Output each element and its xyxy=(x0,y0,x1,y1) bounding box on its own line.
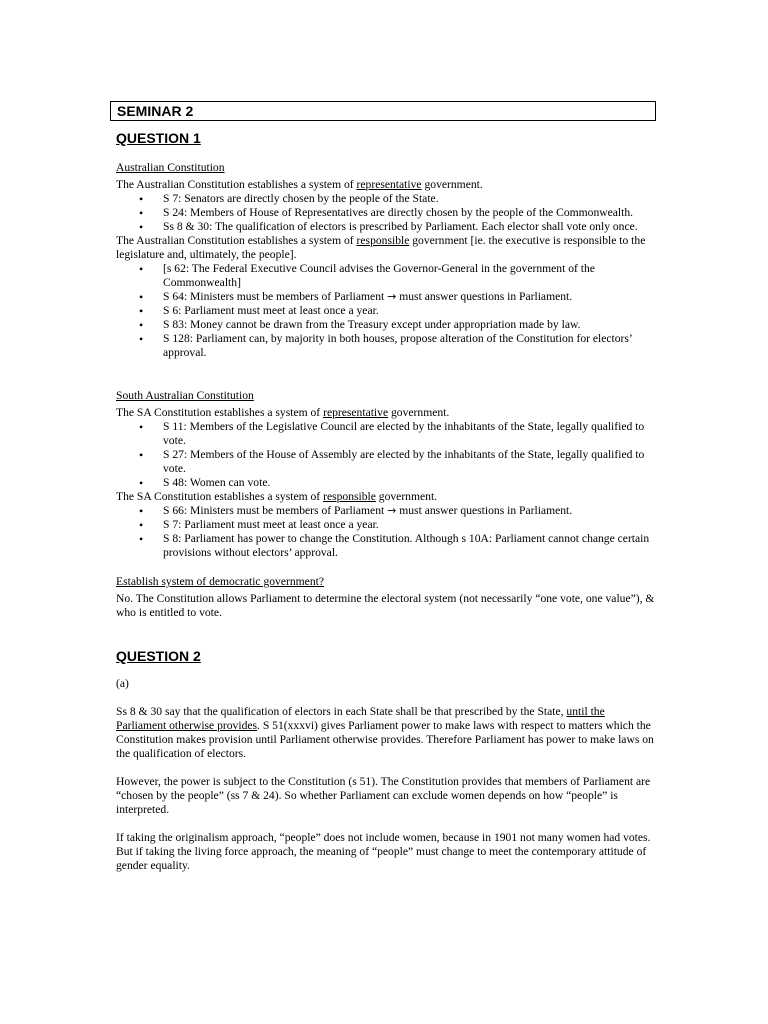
arrow-right-icon: → xyxy=(387,504,397,517)
list-item: • S 83: Money cannot be drawn from the Treasury except under appropriation made by law. xyxy=(116,318,656,332)
q2-paragraph-3: If taking the originalism approach, “people” does not include women, because in 1901 not many women had votes. But if taking the living force approach, the meaning of “people” must change to meet the contemporary attitude of gender equality. xyxy=(116,831,651,872)
list-item: • S 11: Members of the Legislative Council are elected by the inhabitants of the State, legally qualified to vote. xyxy=(116,420,656,448)
arrow-right-icon: → xyxy=(387,290,397,303)
aus-representative-list xyxy=(116,192,656,234)
sa-constitution-heading xyxy=(116,389,656,403)
aus-representative-paragraph xyxy=(116,178,656,192)
list-item-text: S 66: Ministers must be members of Parliament xyxy=(163,504,388,517)
list-item: • [s 62: The Federal Executive Council advises the Governor-General in the government of the Commonwealth] xyxy=(116,262,656,290)
democratic-heading xyxy=(116,575,656,589)
sa-resp-post: government. xyxy=(375,490,438,503)
sa-representative-paragraph xyxy=(116,406,656,420)
aus-resp-post: government [ie. the executive is responsible to the legislature and, ultimately, the people]. xyxy=(116,234,646,261)
list-item: • S 6: Parliament must meet at least once a year. xyxy=(116,304,656,318)
aus-constitution-heading xyxy=(116,161,656,175)
list-item: • S 7: Senators are directly chosen by the people of the State. xyxy=(116,192,656,206)
q2-p1-post: . S 51(xxxvi) gives Parliament power to make laws with respect to matters which the Constitution makes provision until Parliament otherwise provides. Therefore Parliament has power to make laws on the qualification of electors. xyxy=(116,719,654,760)
list-item-text: must answer questions in Parliament. xyxy=(396,290,573,303)
q2-p1-underlined: until the Parliament otherwise provides xyxy=(116,705,605,732)
seminar-title-box xyxy=(110,101,656,121)
democratic-heading-text: Establish system of democratic government? xyxy=(116,575,324,588)
q2-paragraph-2: However, the power is subject to the Constitution (s 51). The Constitution provides that members of Parliament are “chosen by the people” (ss 7 & 24). So whether Parliament can exclude women depends on how “people” is interpreted. xyxy=(116,775,651,816)
seminar-title: SEMINAR 2 xyxy=(117,103,194,119)
aus-rep-word: representative xyxy=(356,178,422,191)
list-item: • S 27: Members of the House of Assembly are elected by the inhabitants of the State, legally qualified to vote. xyxy=(116,448,656,476)
sa-representative-list xyxy=(116,420,656,490)
list-item: • Ss 8 & 30: The qualification of electors is prescribed by Parliament. Each elector shall vote only once. xyxy=(116,220,656,234)
part-a-label: (a) xyxy=(116,677,129,690)
sa-resp-pre: The SA Constitution establishes a system of xyxy=(116,490,324,503)
aus-resp-word: responsible xyxy=(356,234,410,247)
sa-constitution-heading-text: South Australian Constitution xyxy=(116,389,254,402)
question-2-heading: QUESTION 2 xyxy=(116,648,201,664)
aus-constitution-heading-text: Australian Constitution xyxy=(116,161,225,174)
aus-responsible-paragraph xyxy=(116,234,656,262)
list-item-text: must answer questions in Parliament. xyxy=(396,504,573,517)
sa-responsible-paragraph xyxy=(116,490,656,504)
list-item: • S 8: Parliament has power to change the Constitution. Although s 10A: Parliament cannot change certain provisions without electors’ approval. xyxy=(116,532,656,560)
democratic-answer: No. The Constitution allows Parliament to determine the electoral system (not necessarily “one vote, one value”), & who is entitled to vote. xyxy=(116,592,655,619)
list-item: • S 7: Parliament must meet at least once a year. xyxy=(116,518,656,532)
list-item: • S 24: Members of House of Representatives are directly chosen by the people of the Commonwealth. xyxy=(116,206,656,220)
document-body xyxy=(116,130,656,873)
sa-responsible-list xyxy=(116,504,656,560)
list-item xyxy=(116,290,656,304)
sa-rep-pre: The SA Constitution establishes a system of xyxy=(116,406,324,419)
sa-rep-word: representative xyxy=(323,406,389,419)
list-item: • S 128: Parliament can, by majority in both houses, propose alteration of the Constitution for electors’ approval. xyxy=(116,332,656,360)
list-item xyxy=(116,504,656,518)
q2-p1-pre: Ss 8 & 30 say that the qualification of electors in each State shall be that prescribed by the State, xyxy=(116,705,567,718)
q2-paragraph-1 xyxy=(116,705,656,761)
list-item-text: S 64: Ministers must be members of Parliament xyxy=(163,290,388,303)
aus-resp-pre: The Australian Constitution establishes a system of xyxy=(116,234,357,247)
list-item: • S 48: Women can vote. xyxy=(116,476,656,490)
aus-responsible-list xyxy=(116,262,656,360)
sa-rep-post: government. xyxy=(388,406,450,419)
question-1-heading: QUESTION 1 xyxy=(116,130,201,146)
aus-rep-pre: The Australian Constitution establishes a system of xyxy=(116,178,357,191)
aus-rep-post: government. xyxy=(421,178,483,191)
sa-resp-word: responsible xyxy=(323,490,376,503)
